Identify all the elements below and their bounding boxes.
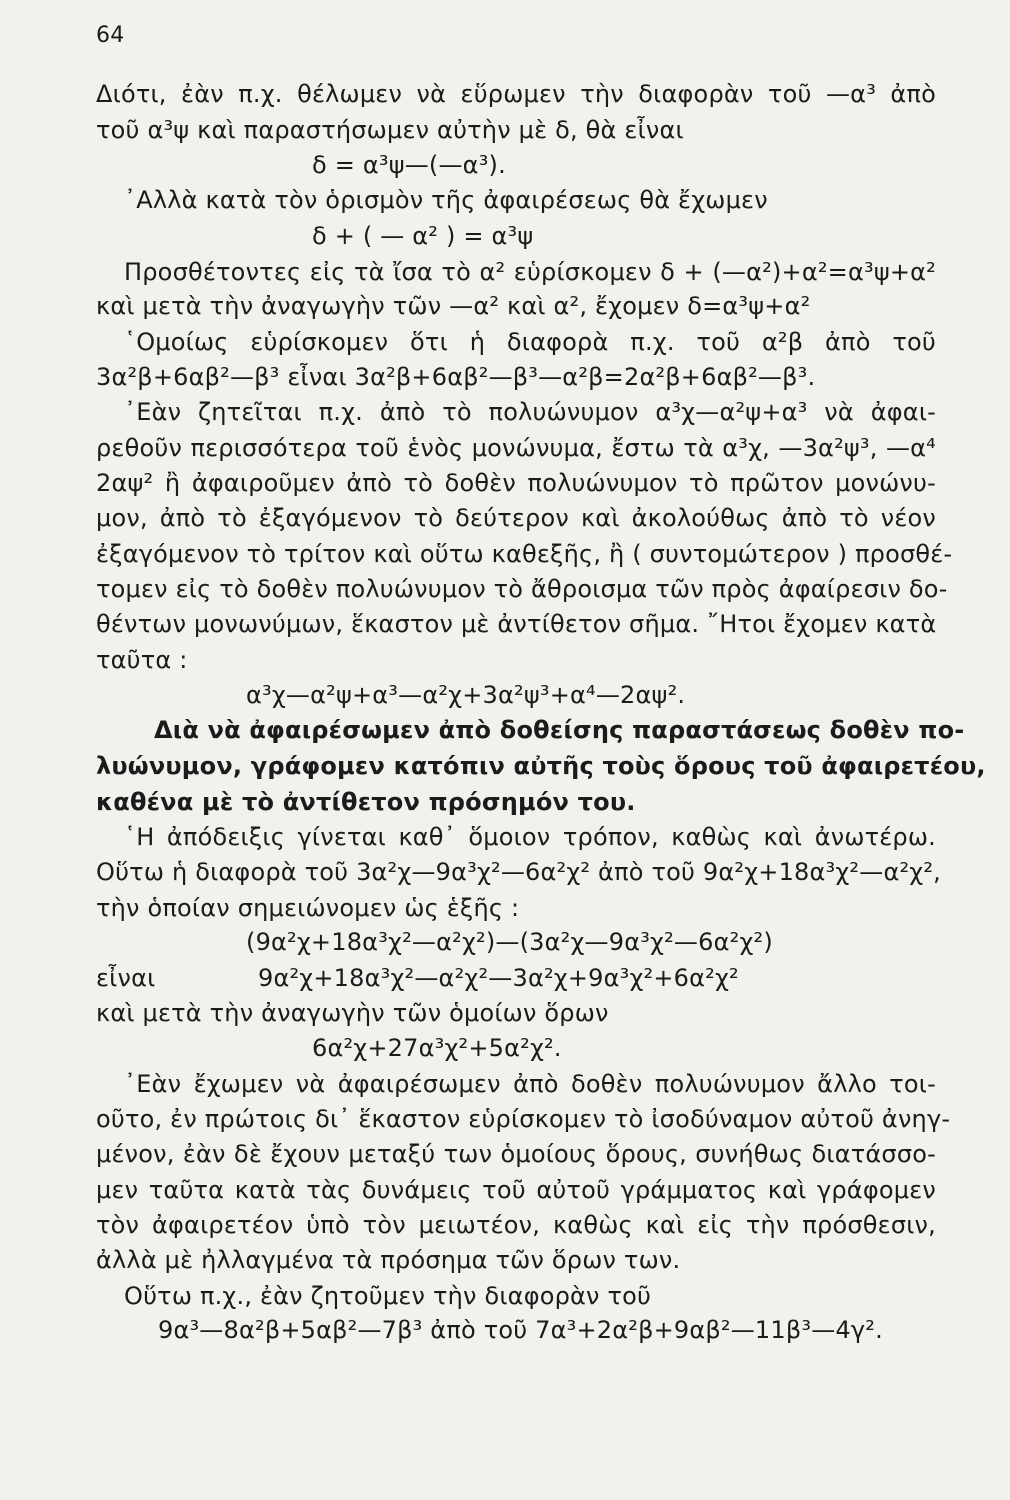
text-line: μον, ἀπὸ τὸ ἐξαγόμενον τὸ δεύτερον καὶ ἀκολούθως ἀπὸ τὸ νέον — [96, 504, 936, 532]
text-line: ᾿Εὰν ζητεῖται π.χ. ἀπὸ τὸ πολυώνυμον α³χ—α²ψ+α³ νὰ ἀφαι- — [124, 398, 936, 426]
text-line: ᾿Αλλὰ κατὰ τὸν ὁρισμὸν τῆς ἀφαιρέσεως θὰ ἔχωμεν — [124, 186, 768, 214]
text-line: καὶ μετὰ τὴν ἀναγωγὴν τῶν —α² καὶ α², ἔχομεν δ=α³ψ+α² — [96, 292, 811, 320]
text-line: ταῦτα : — [96, 646, 188, 674]
text-line: ῾Ομοίως εὑρίσκομεν ὅτι ἡ διαφορὰ π.χ. τοῦ α²β ἀπὸ τοῦ — [124, 328, 936, 356]
text-line: τὴν ὁποίαν σημειώνομεν ὡς ἑξῆς : — [96, 894, 520, 922]
equation-line: 9α²χ+18α³χ²—α²χ²—3α²χ+9α³χ²+6α²χ² — [258, 964, 739, 992]
text-line: μεν ταῦτα κατὰ τὰς δυνάμεις τοῦ αὐτοῦ γράμματος καὶ γράφομεν — [96, 1176, 936, 1204]
text-line: τοῦ α³ψ καὶ παραστήσωμεν αὐτὴν μὲ δ, θὰ εἶναι — [96, 116, 684, 144]
text-line: οῦτο, ἐν πρώτοις δι᾿ ἕκαστον εὑρίσκομεν τὸ ἰσοδύναμον αὐτοῦ ἀνηγ- — [96, 1105, 951, 1133]
equation-line: 6α²χ+27α³χ²+5α²χ². — [312, 1034, 562, 1062]
text-line: Οὕτω ἡ διαφορὰ τοῦ 3α²χ—9α³χ²—6α²χ² ἀπὸ τοῦ 9α²χ+18α³χ²—α²χ², — [96, 858, 941, 886]
equation-line: δ = α³ψ—(—α³). — [312, 151, 506, 179]
text-line: ᾿Εὰν ἔχωμεν νὰ ἀφαιρέσωμεν ἀπὸ δοθὲν πολυώνυμον ἄλλο τοι- — [124, 1070, 936, 1098]
text-line: 3α²β+6αβ²—β³ εἶναι 3α²β+6αβ²—β³—α²β=2α²β+6αβ²—β³. — [96, 363, 816, 391]
text-line: τομεν εἰς τὸ δοθὲν πολυώνυμον τὸ ἄθροισμα τῶν πρὸς ἀφαίρεσιν δο- — [96, 575, 948, 603]
text-line: Οὕτω π.χ., ἐὰν ζητοῦμεν τὴν διαφορὰν τοῦ — [124, 1282, 652, 1310]
rule-statement: καθένα μὲ τὸ ἀντίθετον πρόσημόν του. — [96, 788, 636, 816]
text-line: Προσθέτοντες εἰς τὰ ἴσα τὸ α² εὑρίσκομεν δ + (—α²)+α²=α³ψ+α² — [124, 258, 936, 286]
equation-line: 9α³—8α²β+5αβ²—7β³ ἀπὸ τοῦ 7α³+2α²β+9αβ²—11β³—4γ². — [158, 1316, 883, 1344]
rule-statement: Διὰ νὰ ἀφαιρέσωμεν ἀπὸ δοθείσης παραστάσεως δοθὲν πο- — [154, 716, 965, 744]
text-line: θέντων μονωνύμων, ἕκαστον μὲ ἀντίθετον σῆμα. ῎Ητοι ἔχομεν κατὰ — [96, 610, 937, 638]
equation-line: δ + ( — α² ) = α³ψ — [312, 222, 534, 250]
text-line: τὸν ἀφαιρετέον ὑπὸ τὸν μειωτέον, καθὼς καὶ εἰς τὴν πρόσθεσιν, — [96, 1211, 936, 1239]
text-line: καὶ μετὰ τὴν ἀναγωγὴν τῶν ὁμοίων ὅρων — [96, 999, 609, 1027]
equation-line: α³χ—α²ψ+α³—α²χ+3α²ψ³+α⁴—2αψ². — [246, 681, 686, 709]
text-line: ῾Η ἀπόδειξις γίνεται καθ᾿ ὅμοιον τρόπον, καθὼς καὶ ἀνωτέρω. — [124, 823, 936, 851]
text-line: ρεθοῦν περισσότερα τοῦ ἑνὸς μονώνυμα, ἔστω τὰ α³χ, —3α²ψ³, —α⁴ — [96, 434, 936, 462]
text-line: μένον, ἐὰν δὲ ἔχουν μεταξύ των ὁμοίους ὅρους, συνήθως διατάσσο- — [96, 1140, 936, 1168]
equation-line: (9α²χ+18α³χ²—α²χ²)—(3α²χ—9α³χ²—6α²χ²) — [246, 928, 773, 956]
page-number: 64 — [96, 23, 125, 48]
text-line: ἐξαγόμενον τὸ τρίτον καὶ οὕτω καθεξῆς, ἢ ( συντομώτερον ) προσθέ- — [96, 540, 953, 568]
text-line: 2αψ² ἢ ἀφαιροῦμεν ἀπὸ τὸ δοθὲν πολυώνυμον τὸ πρῶτον μονώνυ- — [96, 469, 936, 497]
text-line: εἶναι — [96, 964, 156, 992]
text-line: Διότι, ἐὰν π.χ. θέλωμεν νὰ εὕρωμεν τὴν διαφορὰν τοῦ —α³ ἀπὸ — [96, 80, 936, 108]
rule-statement: λυώνυμον, γράφομεν κατόπιν αὐτῆς τοὺς ὅρους τοῦ ἀφαιρετέου, — [96, 752, 986, 780]
text-line: ἀλλὰ μὲ ἠλλαγμένα τὰ πρόσημα τῶν ὅρων των. — [96, 1246, 681, 1274]
